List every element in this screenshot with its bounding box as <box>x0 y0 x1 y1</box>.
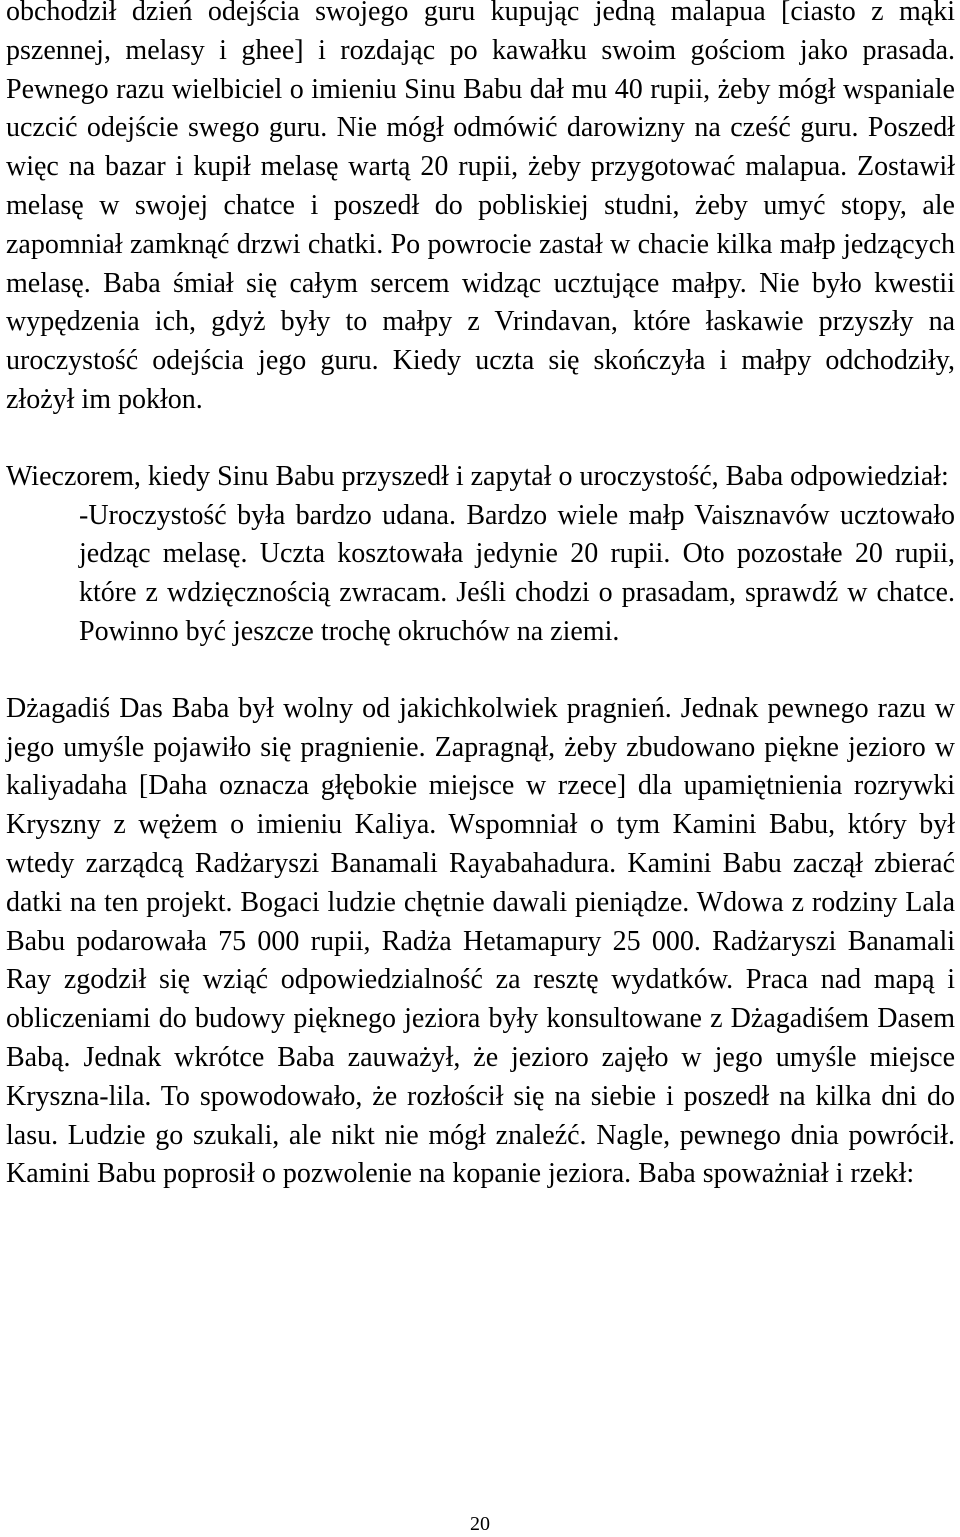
paragraph-monkeys-story: obchodził dzień odejścia swojego guru kupując jedną malapua [ciasto z mąki pszennej, melasy i ghee] i rozdając po kawałku swoim gościom jako prasada. Pewnego razu wielbiciel o imieniu Sinu Babu dał mu 40 rupii, żeby mógł wspaniale uczcić odejście swego guru. Nie mógł odmówić darowizny na cześć guru. Poszedł więc na bazar i kupił melasę wartą 20 rupii, żeby przygotować malapua. Zostawił melasę w swojej chatce i poszedł do pobliskiej studni, żeby umyć stopy, ale zapomniał zamknąć drzwi chatki. Po powrocie zastał w chacie kilka małp jedzących melasę. Baba śmiał się całym sercem widząc ucztujące małpy. Nie było kwestii wypędzenia ich, gdyż były to małpy z Vrindavan, które łaskawie przyszły na uroczystość odejścia jego guru. Kiedy uczta się skończyła i małpy odchodziły, złożył im pokłon. <box>6 0 955 415</box>
paragraph-lake-project: Dżagadiś Das Baba był wolny od jakichkolwiek pragnień. Jednak pewnego razu w jego umyśle pojawiło się pragnienie. Zapragnął, żeby zbudowano piękne jezioro w kaliyadaha [Daha oznacza głębokie miejsce w rzece] dla upamiętnienia rozrywki Kryszny z wężem o imieniu Kaliya. Wspomniał o tym Kamini Babu, który był wtedy zarządcą Radżaryszi Banamali Rayabahadura. Kamini Babu zaczął zbierać datki na ten projekt. Bogaci ludzie chętnie dawali pieniądze. Wdowa z rodziny Lala Babu podarowała 75 000 rupii, Radża Hetamapury 25 000. Radżaryszi Banamali Ray zgodził się wziąć odpowiedzialność za resztę wydatków. Praca nad mapą i obliczeniami do budowy pięknego jeziora były konsultowane z Dżagadiśem Dasem Babą. Jednak wkrótce Baba zauważył, że jezioro zajęło w jego umyśle miejsce Kryszna-lila. To spowodowało, że rozłościł się na siebie i poszedł na kilka dni do lasu. Ludzie go szukali, ale nikt nie mógł znaleźć. Nagle, pewnego dnia powrócił. Kamini Babu poprosił o pozwolenie na kopanie jeziora. Baba spoważniał i rzekł: <box>6 692 955 1190</box>
page-content <box>6 0 955 1194</box>
paragraph-sinu-babu-asks: Wieczorem, kiedy Sinu Babu przyszedł i zapytał o uroczystość, Baba odpowiedział: <box>6 460 949 492</box>
paragraph-baba-reply-quote: -Uroczystość była bardzo udana. Bardzo wiele małp Vaisznavów ucztowało jedząc melasę. Uczta kosztowała jedynie 20 rupii. Oto pozostałe 20 rupii, które z wdzięcznością zwracam. Jeśli chodzi o prasadam, sprawdź w chatce. Powinno być jeszcze trochę okruchów na ziemi. <box>79 499 955 647</box>
page-number: 20 <box>470 1513 490 1535</box>
